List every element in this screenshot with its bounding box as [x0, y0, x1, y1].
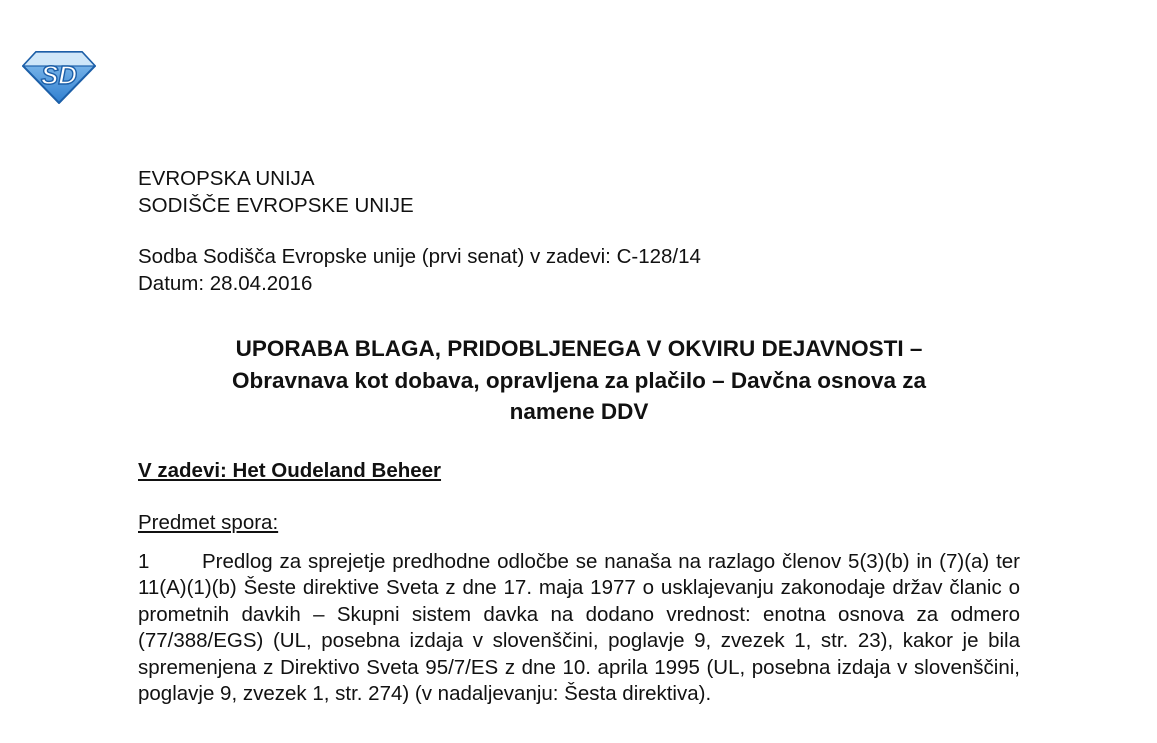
subject-heading: Predmet spora:	[138, 511, 279, 534]
case-name: V zadevi: Het Oudeland Beheer	[138, 458, 442, 482]
title-line-1: UPORABA BLAGA, PRIDOBLJENEGA V OKVIRU DEJAVNOSTI –	[235, 336, 923, 361]
sd-logo-icon	[22, 50, 96, 104]
title-line-2: Obravnava kot dobava, opravljena za plačilo – Davčna osnova za	[231, 367, 927, 393]
title-line-3: namene DDV	[509, 399, 649, 424]
svg-text:SD: SD	[40, 60, 78, 90]
court-name-line: SODIŠČE EVROPSKE UNIJE	[138, 193, 414, 217]
court-union-line: EVROPSKA UNIJA	[138, 167, 315, 190]
paragraph-1	[138, 549, 1020, 708]
paragraph-text: Predlog za sprejetje predhodne odločbe se nanaša na razlago členov 5(3)(b) in (7)(a) ter 11(A)(1)(b) Šeste direktive Sveta z dne 17. maja 1977 o usklajevanju zakonodaje držav članic o prometnih davkih – Skupni sistem davka na dodano vrednost: enotna osnova za odmero (77/388/EGS) (UL, posebna izdaja v slovenščini, poglavje 9, zvezek 1, str. 23), kakor je bila spremenjena z Direktivo Sveta 95/7/ES z dne 10. aprila 1995 (UL, posebna izdaja v slovenščini, poglavje 9, zvezek 1, str. 274) (v nadaljevanju: Šesta direktiva).	[138, 549, 1020, 705]
document-title	[138, 333, 1020, 428]
document-body	[138, 166, 1020, 708]
ruling-line: Sodba Sodišča Evropske unije (prvi senat) v zadevi: C-128/14	[138, 245, 701, 268]
date-line: Datum: 28.04.2016	[138, 271, 313, 295]
paragraph-number: 1	[138, 549, 150, 573]
